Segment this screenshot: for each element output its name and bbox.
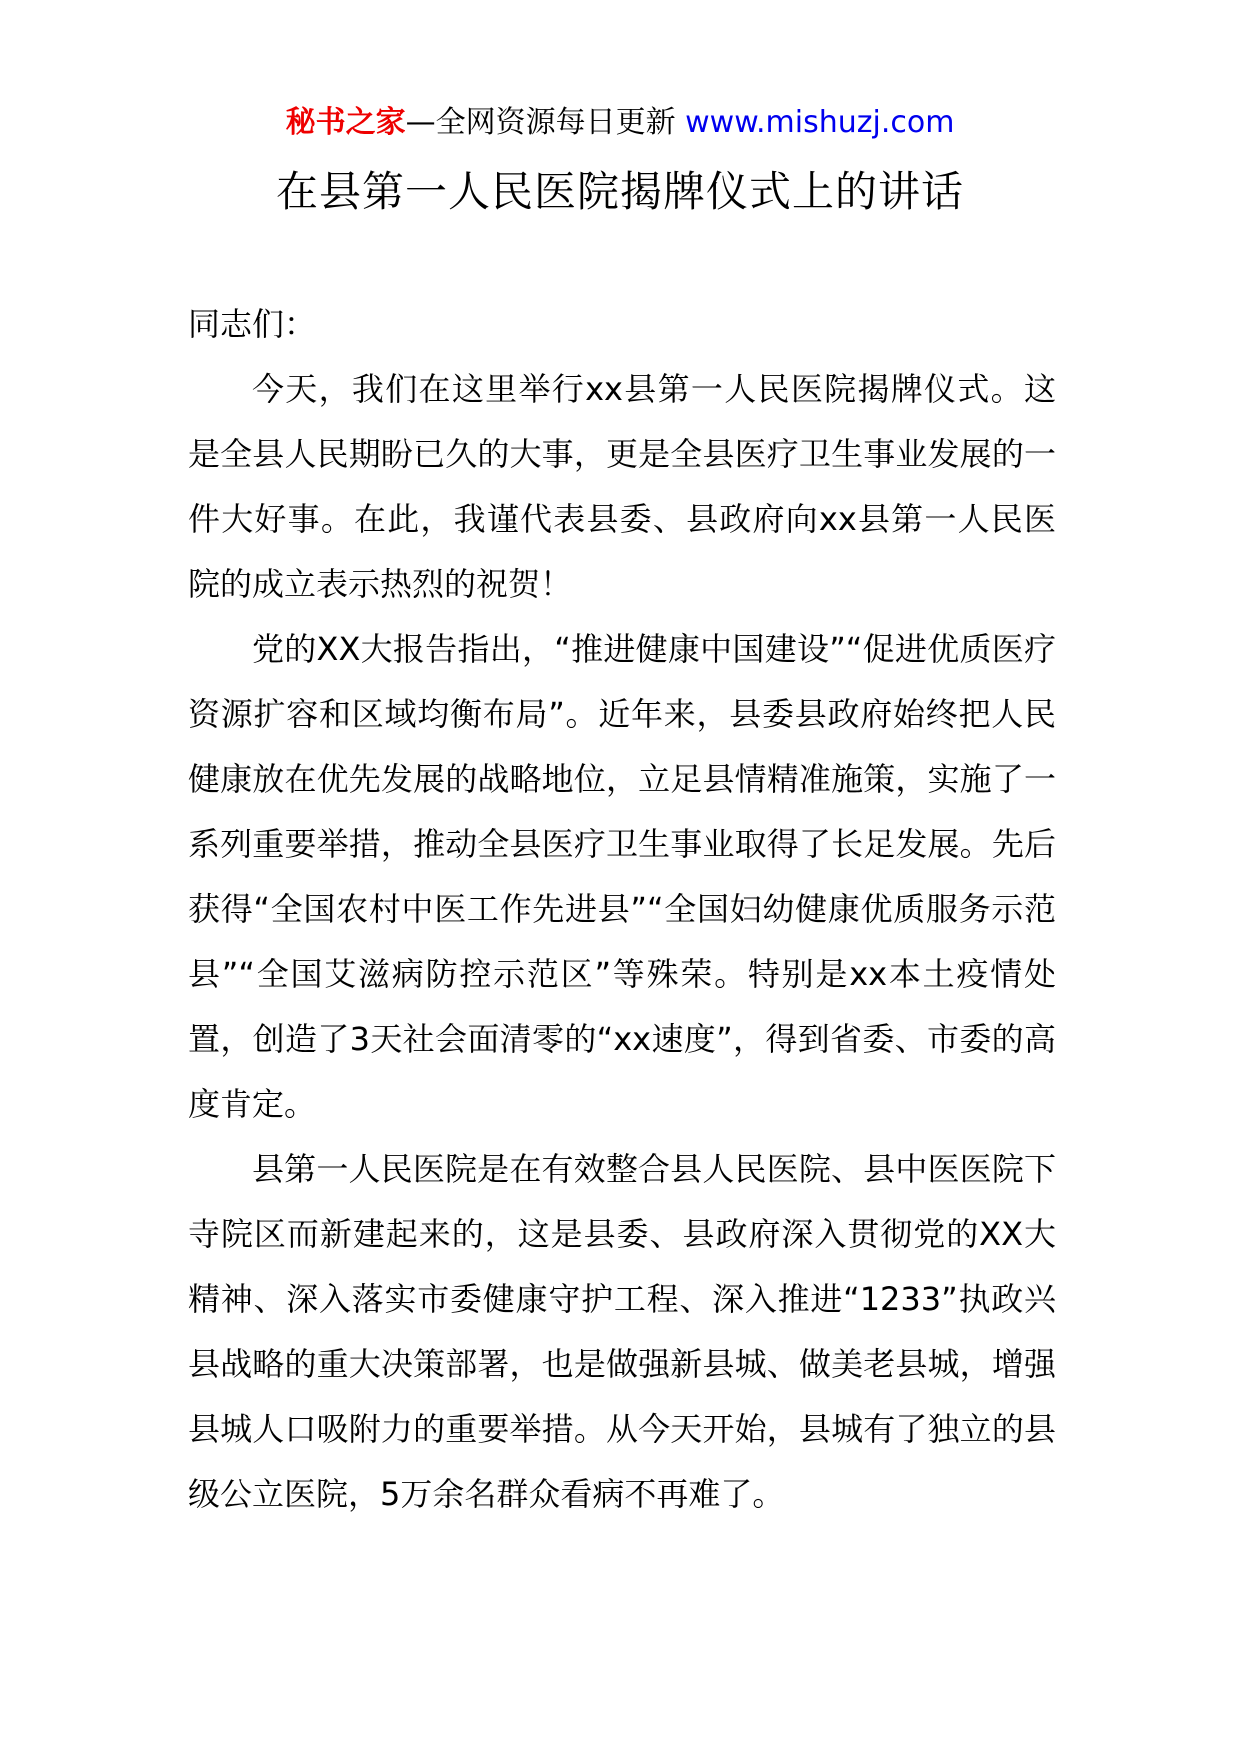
site-brand[interactable]: 秘书之家 [285,105,406,140]
paragraph: 县第一人民医院是在有效整合县人民医院、县中医医院下寺院区而新建起来的，这是县委、县政府深入贯彻党的XX大精神、深入落实市委健康守护工程、深入推进“1233”执政兴县战略的重大决策部署，也是做强新县城、做美老县城，增强县城人口吸附力的重要举措。从今天开始，县城有了独立的县级公立医院，5万余名群众看病不再难了。 [188,1150,1056,1513]
site-tagline: —全网资源每日更新 [405,105,676,140]
document-body [188,292,1056,1527]
site-header [0,101,1240,145]
paragraph: 党的XX大报告指出，“推进健康中国建设”“促进优质医疗资源扩容和区域均衡布局”。近年来，县委县政府始终把人民健康放在优先发展的战略地位，立足县情精准施策，实施了一系列重要举措，推动全县医疗卫生事业取得了长足发展。先后获得“全国农村中医工作先进县”“全国妇幼健康优质服务示范县”“全国艾滋病防控示范区”等殊荣。特别是xx本土疫情处置，创造了3天社会面清零的“xx速度”，得到省委、市委的高度肯定。 [188,630,1056,1123]
salutation: 同志们： [188,305,317,343]
site-url-link[interactable]: www.mishuzj.com [685,105,955,140]
paragraph: 今天，我们在这里举行xx县第一人民医院揭牌仪式。这是全县人民期盼已久的大事，更是全县医疗卫生事业发展的一件大好事。在此，我谨代表县委、县政府向xx县第一人民医院的成立表示热烈的祝贺！ [188,370,1056,603]
document-title: 在县第一人民医院揭牌仪式上的讲话 [275,167,964,216]
